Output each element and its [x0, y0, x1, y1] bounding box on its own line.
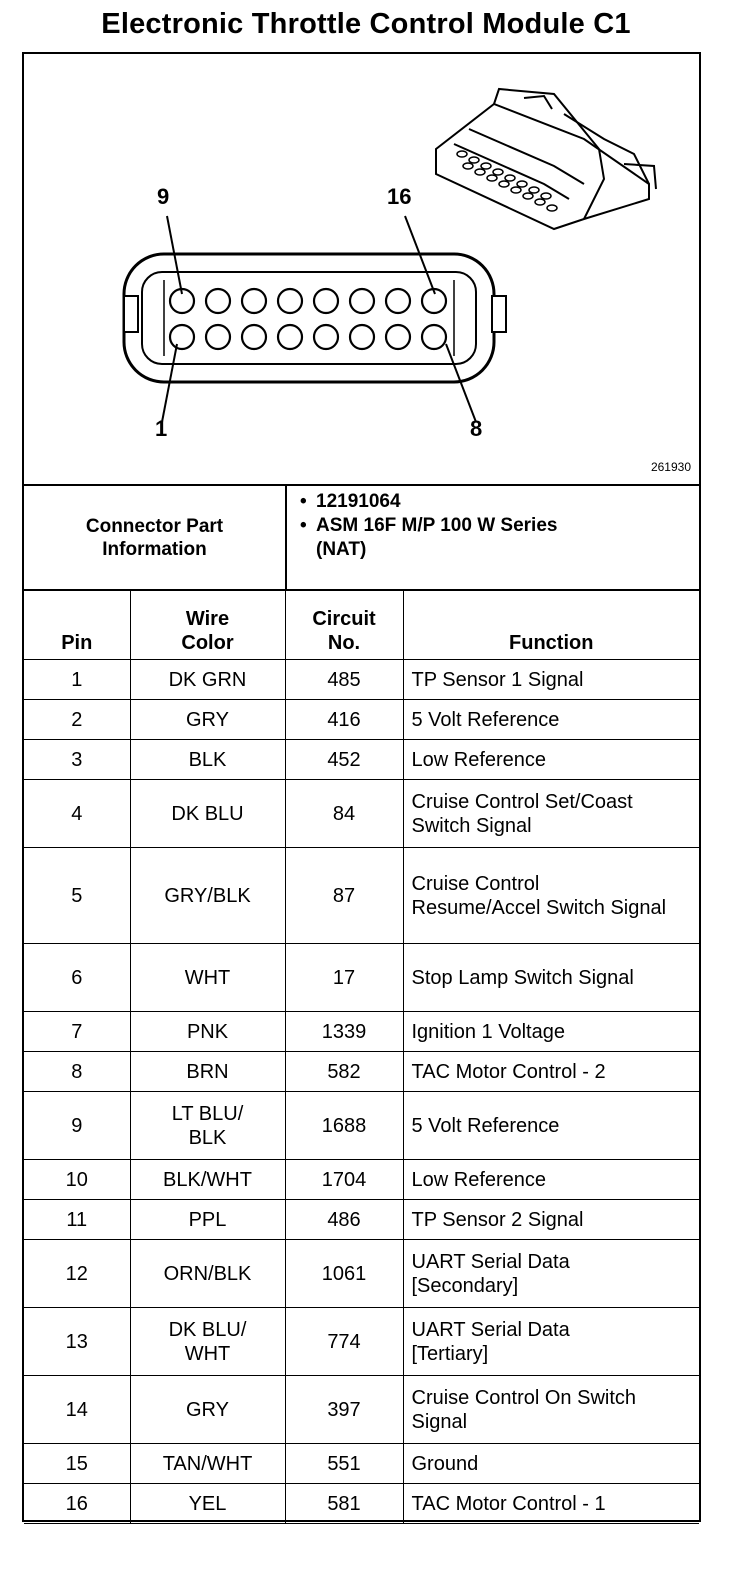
wire-color-cell: BLK — [130, 740, 285, 780]
wire-color-cell: GRY — [130, 700, 285, 740]
pin-hole-13 — [314, 289, 338, 313]
table-row — [24, 1052, 699, 1092]
circuit-cell: 397 — [285, 1376, 403, 1444]
wire-color-cell: DK GRN — [130, 660, 285, 700]
wire-color-cell: DK BLU — [130, 780, 285, 848]
page-title: Electronic Throttle Control Module C1 — [101, 8, 631, 40]
pin-hole-7 — [386, 325, 410, 349]
circuit-cell: 551 — [285, 1444, 403, 1484]
wire-color-cell: DK BLU/ WHT — [130, 1308, 285, 1376]
function-cell: TP Sensor 1 Signal — [403, 660, 699, 700]
table-row — [24, 1160, 699, 1200]
wire-color-cell: WHT — [130, 944, 285, 1012]
table-row — [24, 1200, 699, 1240]
function-cell: Ignition 1 Voltage — [403, 1012, 699, 1052]
table-row — [24, 780, 699, 848]
connector-part-info — [24, 486, 699, 591]
table-header-row — [24, 591, 699, 660]
function-cell: TAC Motor Control - 2 — [403, 1052, 699, 1092]
pin-hole-3 — [242, 325, 266, 349]
part-description: • ASM 16F M/P 100 W Series (NAT) — [294, 514, 576, 562]
pin-cell: 13 — [24, 1308, 130, 1376]
circuit-cell: 1061 — [285, 1240, 403, 1308]
function-cell: Ground — [403, 1444, 699, 1484]
circuit-cell: 582 — [285, 1052, 403, 1092]
connector-sheet — [22, 52, 701, 1522]
function-cell: TAC Motor Control - 1 — [403, 1484, 699, 1524]
header-wire-color: Wire Color — [130, 591, 285, 660]
circuit-cell: 452 — [285, 740, 403, 780]
function-cell: Cruise Control Set/Coast Switch Signal — [403, 780, 699, 848]
pin-hole-6 — [350, 325, 374, 349]
pin-cell: 2 — [24, 700, 130, 740]
connector-part-info-label: Connector Part Information — [24, 486, 287, 589]
table-row — [24, 1012, 699, 1052]
pin-callout-16: 16 — [387, 184, 412, 209]
figure-id: 261930 — [650, 460, 691, 474]
function-cell: TP Sensor 2 Signal — [403, 1200, 699, 1240]
pin-hole-8 — [422, 325, 446, 349]
connector-diagram — [24, 54, 699, 486]
function-cell: 5 Volt Reference — [403, 700, 699, 740]
pin-cell: 4 — [24, 780, 130, 848]
pin-hole-14 — [350, 289, 374, 313]
pin-hole-11 — [242, 289, 266, 313]
wire-color-cell: YEL — [130, 1484, 285, 1524]
table-row — [24, 1240, 699, 1308]
table-row — [24, 1308, 699, 1376]
function-cell: UART Serial Data [Secondary] — [403, 1240, 699, 1308]
wire-color-cell: BLK/WHT — [130, 1160, 285, 1200]
function-cell: UART Serial Data [Tertiary] — [403, 1308, 699, 1376]
circuit-cell: 1339 — [285, 1012, 403, 1052]
function-cell: Low Reference — [403, 1160, 699, 1200]
circuit-cell: 1704 — [285, 1160, 403, 1200]
pin-cell: 8 — [24, 1052, 130, 1092]
table-row — [24, 660, 699, 700]
pin-cell: 15 — [24, 1444, 130, 1484]
wire-color-cell: GRY/BLK — [130, 848, 285, 944]
table-row — [24, 1444, 699, 1484]
pin-cell: 16 — [24, 1484, 130, 1524]
table-row — [24, 848, 699, 944]
pinout-table — [24, 591, 699, 1524]
wire-color-cell: ORN/BLK — [130, 1240, 285, 1308]
wire-color-cell: TAN/WHT — [130, 1444, 285, 1484]
circuit-cell: 416 — [285, 700, 403, 740]
table-row — [24, 1376, 699, 1444]
wire-color-cell: PNK — [130, 1012, 285, 1052]
pin-cell: 12 — [24, 1240, 130, 1308]
pin-callout-9: 9 — [157, 184, 170, 209]
connector-face-drawing — [24, 54, 699, 484]
function-cell: Stop Lamp Switch Signal — [403, 944, 699, 1012]
function-cell: 5 Volt Reference — [403, 1092, 699, 1160]
pin-cell: 14 — [24, 1376, 130, 1444]
wire-color-cell: BRN — [130, 1052, 285, 1092]
pin-hole-4 — [278, 325, 302, 349]
table-row — [24, 1484, 699, 1524]
circuit-cell: 87 — [285, 848, 403, 944]
pin-cell: 3 — [24, 740, 130, 780]
pin-hole-12 — [278, 289, 302, 313]
pin-hole-1 — [170, 325, 194, 349]
part-number: • 12191064 — [294, 490, 576, 514]
header-circuit-no: Circuit No. — [285, 591, 403, 660]
function-cell: Low Reference — [403, 740, 699, 780]
pin-cell: 9 — [24, 1092, 130, 1160]
pin-cell: 11 — [24, 1200, 130, 1240]
circuit-cell: 17 — [285, 944, 403, 1012]
circuit-cell: 1688 — [285, 1092, 403, 1160]
pin-hole-5 — [314, 325, 338, 349]
circuit-cell: 486 — [285, 1200, 403, 1240]
table-row — [24, 1092, 699, 1160]
table-row — [24, 700, 699, 740]
pin-hole-2 — [206, 325, 230, 349]
wire-color-cell: LT BLU/ BLK — [130, 1092, 285, 1160]
header-function: Function — [403, 591, 699, 660]
pin-hole-15 — [386, 289, 410, 313]
pin-hole-10 — [206, 289, 230, 313]
connector-part-info-list — [294, 490, 576, 562]
circuit-cell: 84 — [285, 780, 403, 848]
wire-color-cell: GRY — [130, 1376, 285, 1444]
connector-perspective-icon — [436, 89, 656, 229]
header-pin: Pin — [24, 591, 130, 660]
wire-color-cell: PPL — [130, 1200, 285, 1240]
pin-cell: 5 — [24, 848, 130, 944]
pin-callout-8: 8 — [470, 416, 483, 441]
connector-face — [124, 254, 506, 382]
function-cell: Cruise Control Resume/Accel Switch Signal — [403, 848, 699, 944]
table-row — [24, 944, 699, 1012]
pin-cell: 7 — [24, 1012, 130, 1052]
pin-cell: 1 — [24, 660, 130, 700]
circuit-cell: 774 — [285, 1308, 403, 1376]
circuit-cell: 485 — [285, 660, 403, 700]
pin-callout-1: 1 — [155, 416, 168, 441]
pin-cell: 6 — [24, 944, 130, 1012]
table-row — [24, 740, 699, 780]
function-cell: Cruise Control On Switch Signal — [403, 1376, 699, 1444]
pin-cell: 10 — [24, 1160, 130, 1200]
circuit-cell: 581 — [285, 1484, 403, 1524]
